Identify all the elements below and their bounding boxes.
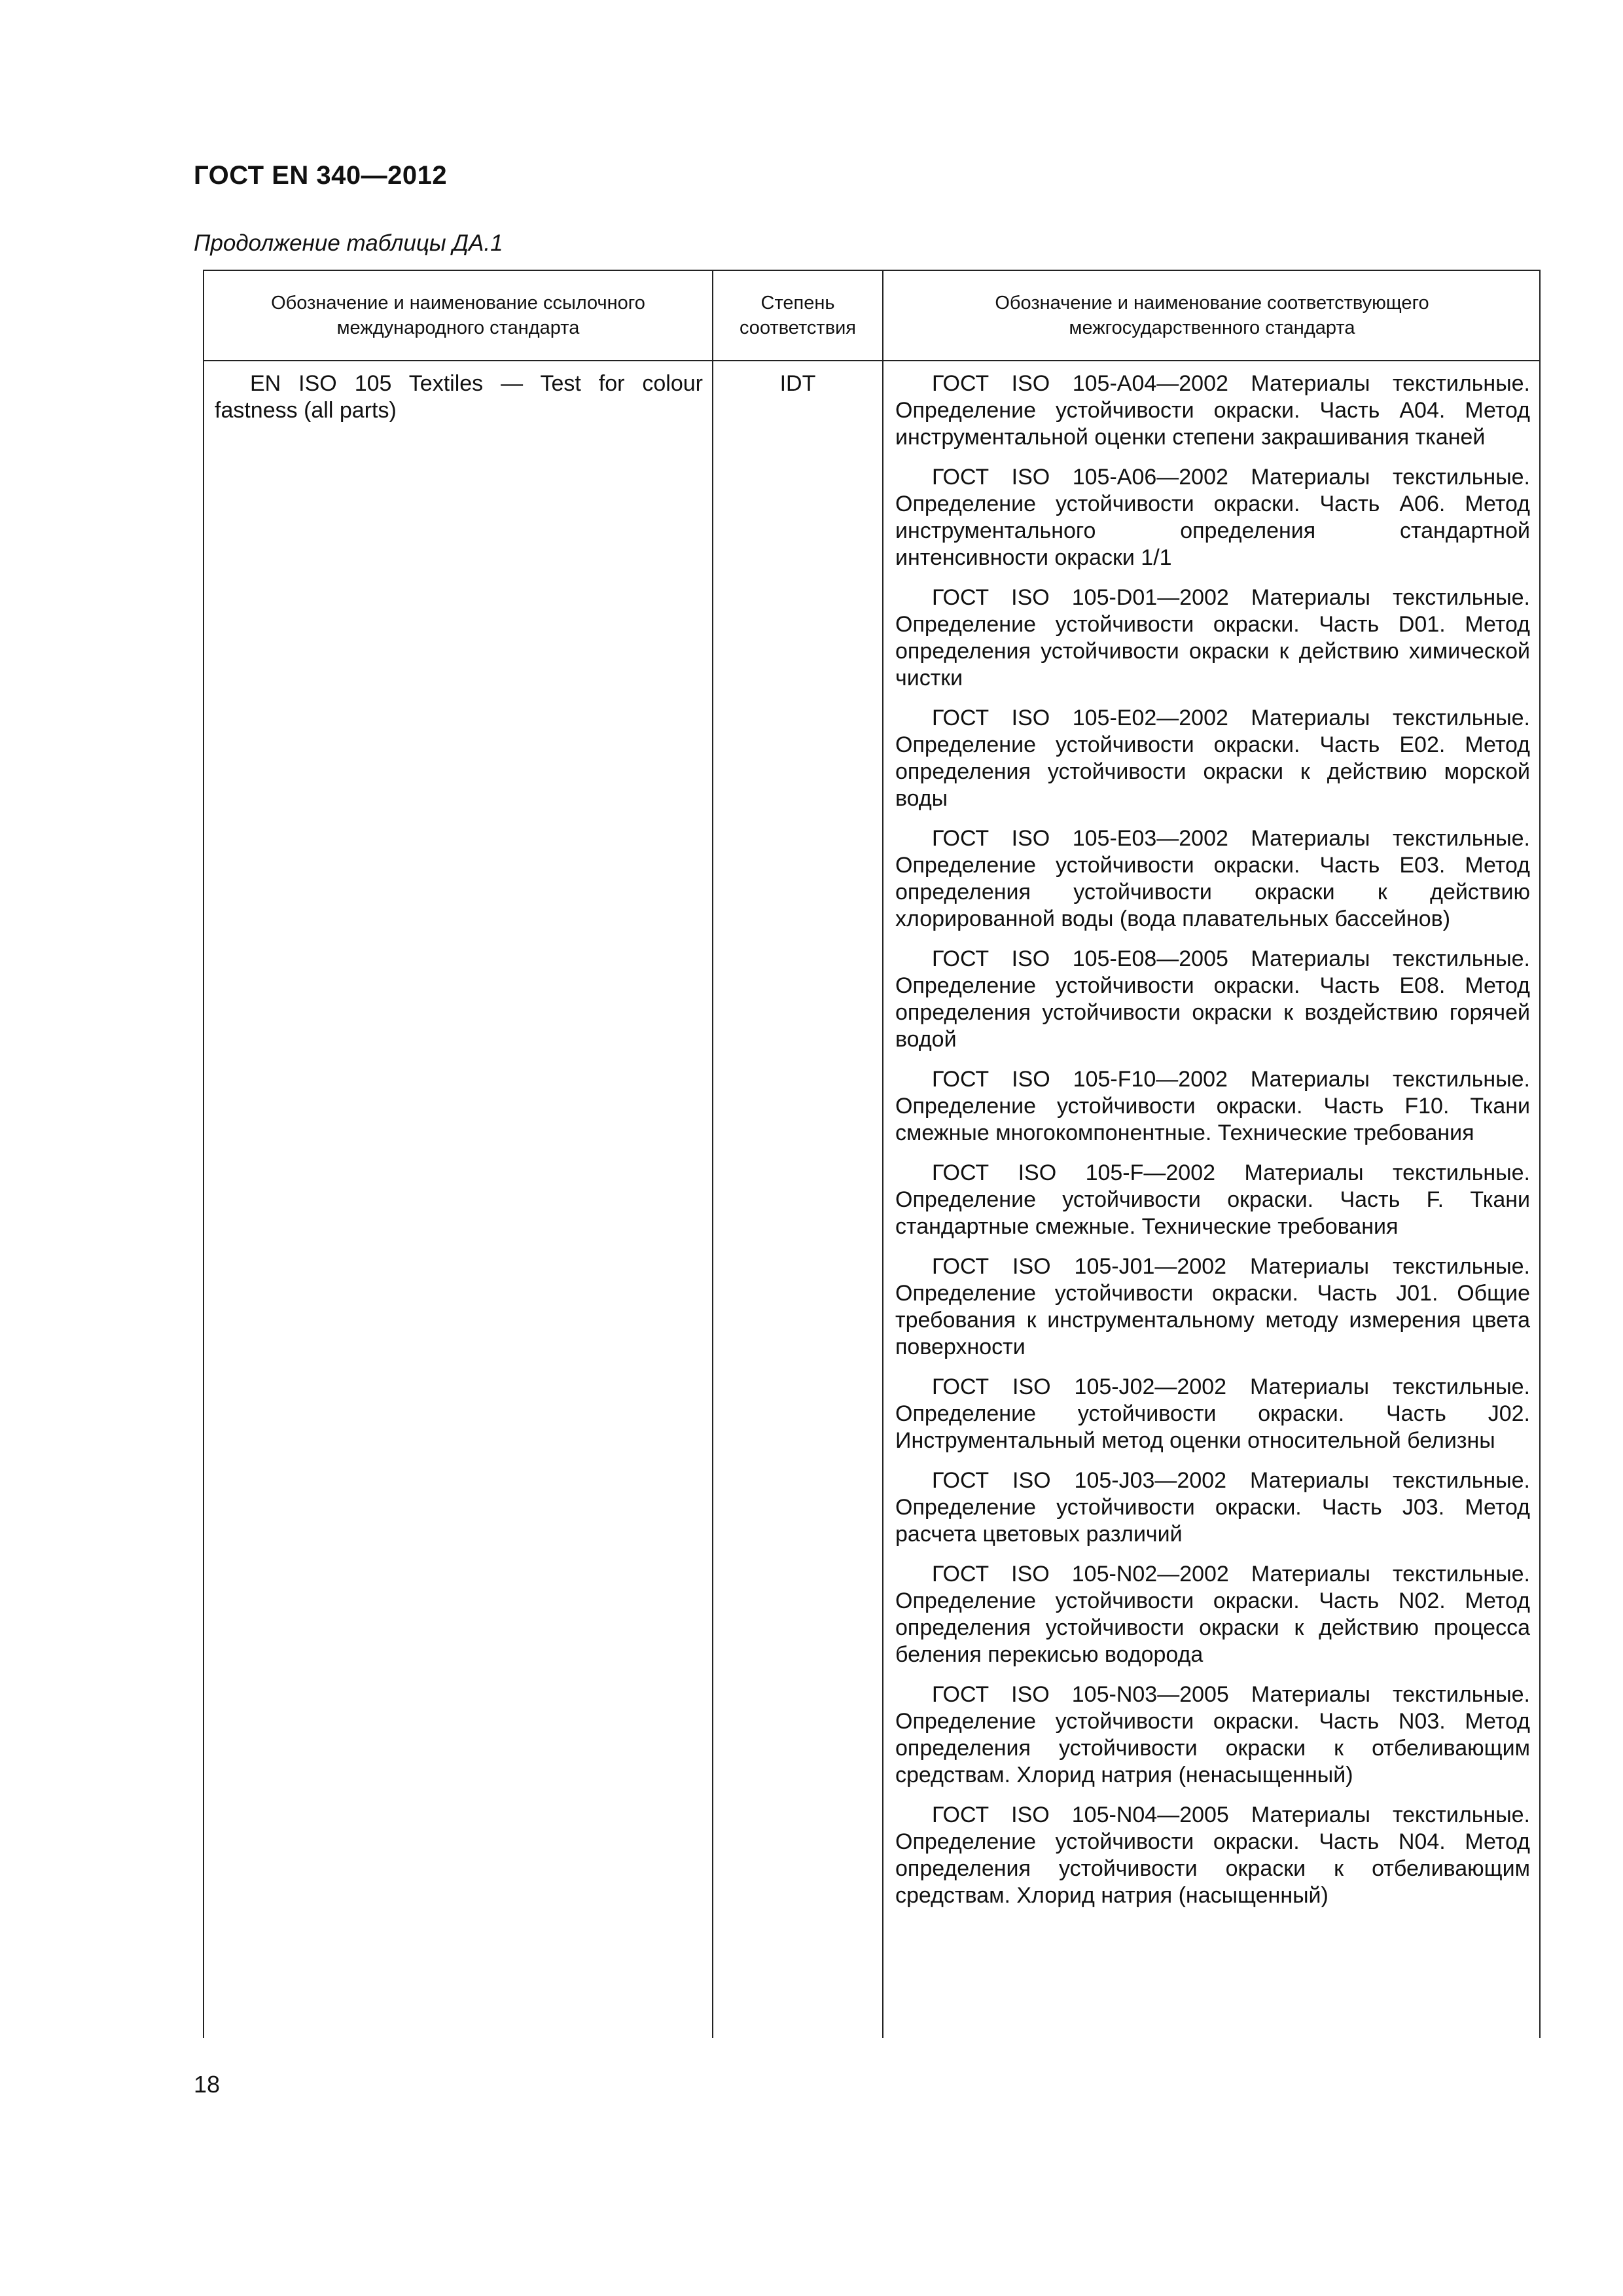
gost-entry: ГОСТ ISO 105-D01—2002 Материалы текстильные. Определение устойчивости окраски. Часть D01. Метод определения устойчивости окраски к действию химической чистки	[895, 585, 1530, 691]
gost-entry: ГОСТ ISO 105-J03—2002 Материалы текстильные. Определение устойчивости окраски. Часть J03. Метод расчета цветовых различий	[895, 1468, 1530, 1547]
column-header-interstate-standard: Обозначение и наименование соответствующего межгосударственного стандарта	[995, 293, 1429, 338]
gost-entry: ГОСТ ISO 105-F—2002 Материалы текстильные. Определение устойчивости окраски. Часть F. Ткани стандартные смежные. Технические требования	[895, 1160, 1530, 1239]
column-header-reference-standard: Обозначение и наименование ссылочного международного стандарта	[271, 293, 645, 338]
document-title: ГОСТ EN 340—2012	[194, 161, 448, 190]
gost-entry: ГОСТ ISO 105-F10—2002 Материалы текстильные. Определение устойчивости окраски. Часть F10. Ткани смежные многокомпонентные. Технические требования	[895, 1067, 1530, 1145]
gost-entry: ГОСТ ISO 105-J02—2002 Материалы текстильные. Определение устойчивости окраски. Часть J02. Инструментальный метод оценки относительной белизны	[895, 1374, 1530, 1453]
gost-entry: ГОСТ ISO 105-A06—2002 Материалы текстильные. Определение устойчивости окраски. Часть A06. Метод инструментального определения стандартной интенсивности окраски 1/1	[895, 465, 1530, 570]
correspondence-table	[203, 270, 1541, 2038]
gost-entry: ГОСТ ISO 105-A04—2002 Материалы текстильные. Определение устойчивости окраски. Часть A04. Метод инструментальной оценки степени закрашивания тканей	[895, 371, 1530, 450]
gost-entry: ГОСТ ISO 105-N03—2005 Материалы текстильные. Определение устойчивости окраски. Часть N03. Метод определения устойчивости окраски к отбеливающим средствам. Хлорид натрия (ненасыщенный)	[895, 1682, 1530, 1787]
column-header-degree: Степень соответствия	[739, 293, 857, 338]
gost-entry: ГОСТ ISO 105-E08—2005 Материалы текстильные. Определение устойчивости окраски. Часть E08. Метод определения устойчивости окраски к воздействию горячей водой	[895, 946, 1530, 1052]
interstate-standards-cell	[883, 370, 1541, 1922]
degree-cell: IDT	[779, 371, 816, 396]
table-continuation-caption: Продолжение таблицы ДА.1	[194, 230, 503, 256]
gost-entry: ГОСТ ISO 105-E02—2002 Материалы текстильные. Определение устойчивости окраски. Часть E02. Метод определения устойчивости окраски к действию морской воды	[895, 706, 1530, 811]
gost-entry: ГОСТ ISO 105-N04—2005 Материалы текстильные. Определение устойчивости окраски. Часть N04. Метод определения устойчивости окраски к отбеливающим средствам. Хлорид натрия (насыщенный)	[895, 1803, 1530, 1908]
header-divider	[204, 360, 1539, 361]
column-divider	[712, 271, 713, 2038]
reference-standard-cell: EN ISO 105 Textiles — Test for colour fastness (all parts)	[215, 371, 703, 423]
gost-entry: ГОСТ ISO 105-N02—2002 Материалы текстильные. Определение устойчивости окраски. Часть N02. Метод определения устойчивости окраски к действию процесса беления перекисью водорода	[895, 1562, 1530, 1667]
page-number: 18	[194, 2071, 221, 2098]
gost-entry: ГОСТ ISO 105-E03—2002 Материалы текстильные. Определение устойчивости окраски. Часть E03. Метод определения устойчивости окраски к действию хлорированной воды (вода плавательных бассейнов)	[895, 826, 1530, 931]
gost-entry: ГОСТ ISO 105-J01—2002 Материалы текстильные. Определение устойчивости окраски. Часть J01. Общие требования к инструментальному методу измерения цвета поверхности	[895, 1254, 1530, 1359]
